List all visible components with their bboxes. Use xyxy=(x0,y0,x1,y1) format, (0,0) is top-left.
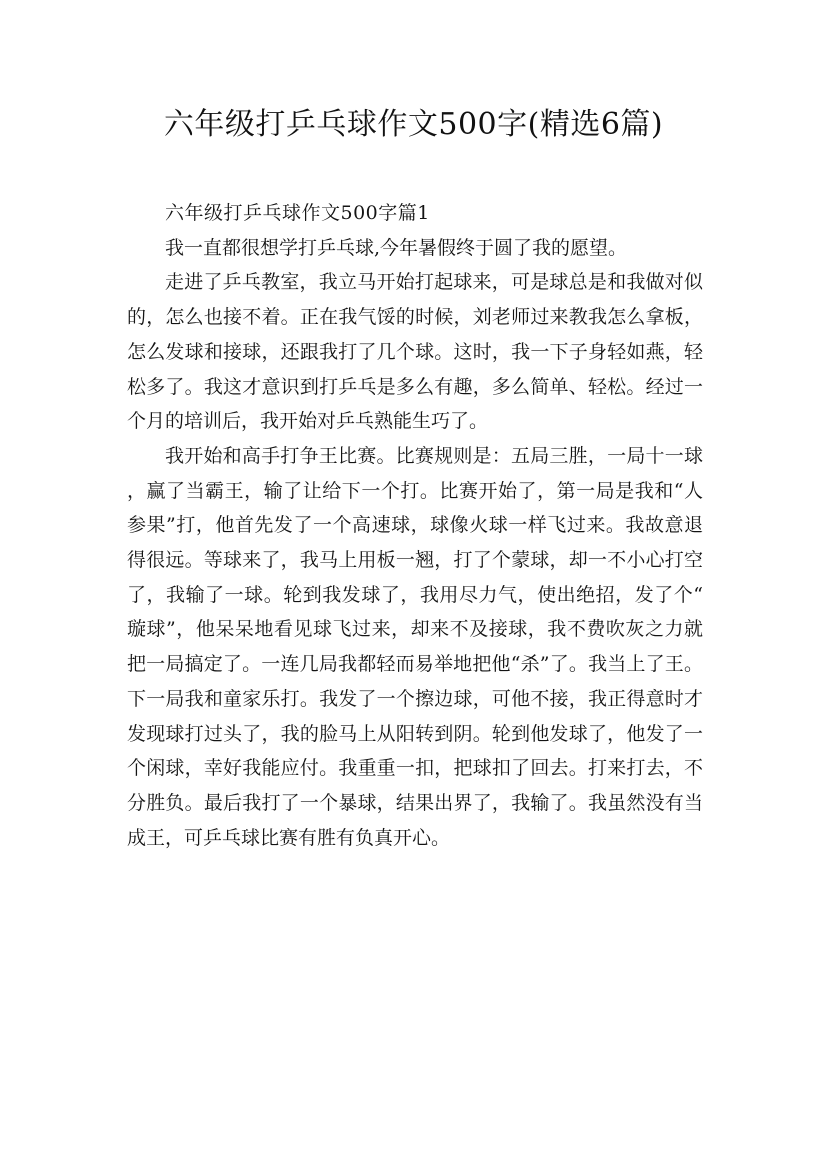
document-body xyxy=(127,196,703,855)
paragraph-1: 我一直都很想学打乒乓球,今年暑假终于圆了我的愿望。 xyxy=(165,236,628,259)
document-title: 六年级打乒乓球作文500字(精选6篇) xyxy=(163,107,664,142)
paragraph-2: 走进了乒乓教室，我立马开始打起球来，可是球总是和我做对似的，怎么也接不着。正在我气馁的时候，刘老师过来教我怎么拿板，怎么发球和接球，还跟我打了几个球。这时，我一下子身轻如燕，轻松多了。我这才意识到打乒乓是多么有趣，多么简单、轻松。经过一个月的培训后，我开始对乒乓熟能生巧了。 xyxy=(127,271,703,433)
paragraph-3: 我开始和高手打争王比赛。比赛规则是：五局三胜，一局十一球，赢了当霸王，输了让给下一个打。比赛开始了，第一局是我和“人参果”打，他首先发了一个高速球，球像火球一样飞过来。我故意退得很远。等球来了，我马上用板一翘，打了个蒙球，却一不小心打空了，我输了一球。轮到我发球了，我用尽力气，使出绝招，发了个“璇球”，他呆呆地看见球飞过来，却来不及接球，我不费吹灰之力就把一局搞定了。一连几局我都轻而易举地把他“杀”了。我当上了王。下一局我和童家乐打。我发了一个擦边球，可他不接，我正得意时才发现球打过头了，我的脸马上从阳转到阴。轮到他发球了，他发了一个闲球，幸好我能应付。我重重一扣，把球扣了回去。打来打去，不分胜负。最后我打了一个暴球，结果出界了，我输了。我虽然没有当成王，可乒乓球比赛有胜有负真开心。 xyxy=(127,444,703,849)
section-heading: 六年级打乒乓球作文500字篇1 xyxy=(165,202,430,224)
